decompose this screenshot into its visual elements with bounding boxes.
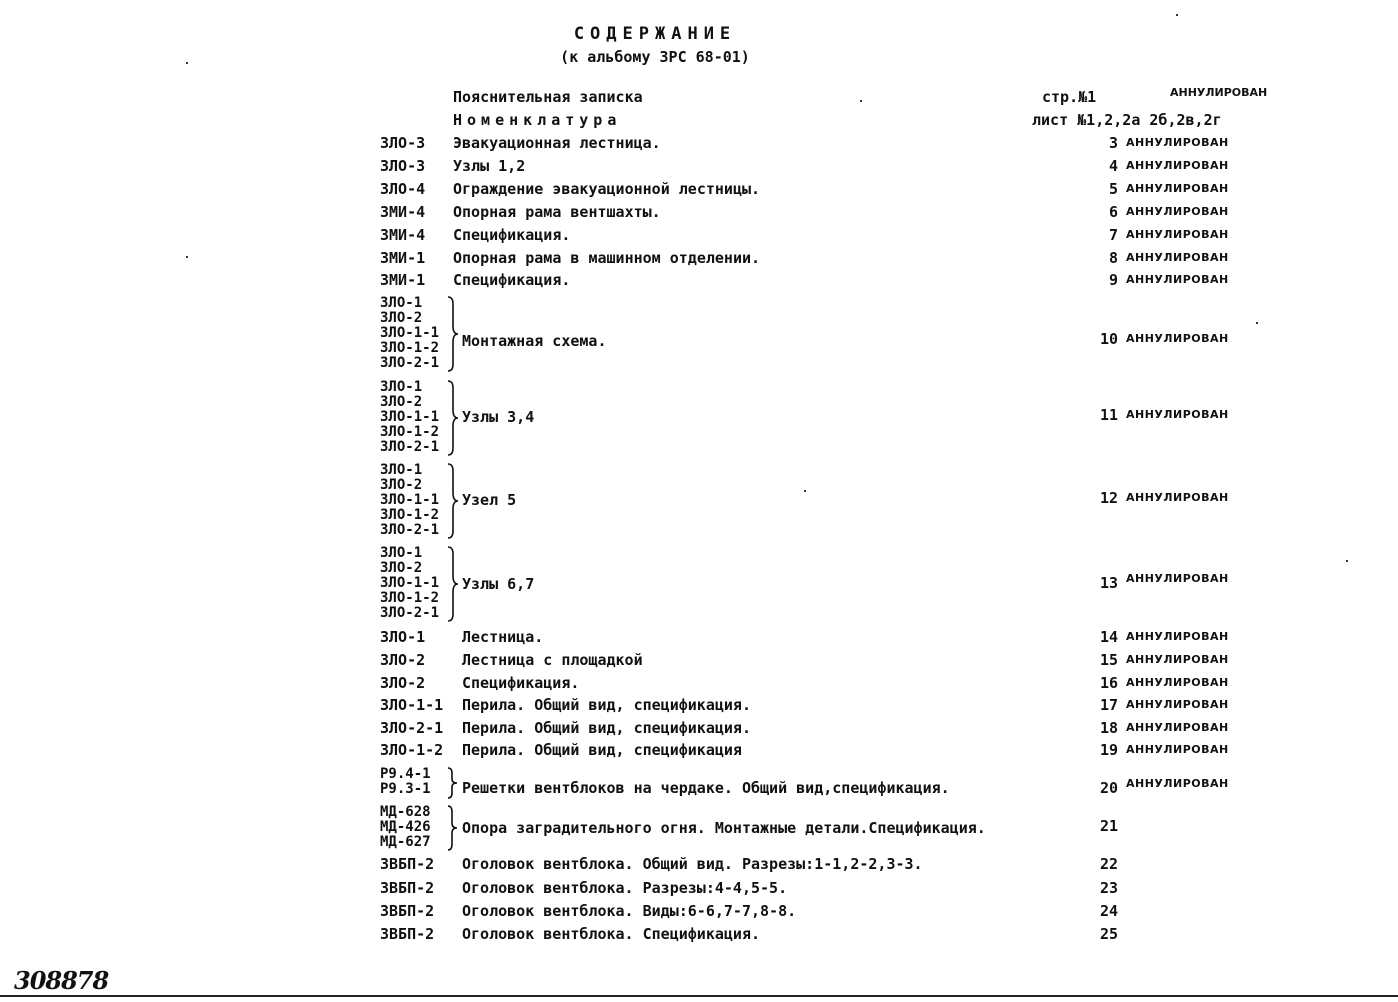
item-annulled-note: АННУЛИРОВАН [1126, 228, 1229, 241]
intro-nomenclature: Номенклатура [453, 111, 622, 129]
scan-speck [186, 62, 188, 64]
group-page: 20 [1099, 779, 1118, 797]
list-item [0, 902, 1398, 922]
item-annulled-note: АННУЛИРОВАН [1126, 205, 1229, 218]
item-title: Лестница с площадкой [462, 651, 643, 669]
item-page: 9 [1108, 271, 1118, 289]
group-code: ЗЛО-1-1 [380, 575, 440, 591]
item-code: ЗЛО-3 [380, 157, 426, 175]
item-code: ЗВБП-2 [380, 855, 435, 873]
item-code: ЗЛО-2-1 [380, 719, 444, 737]
group-code: ЗЛО-2 [380, 560, 423, 576]
group-title: Решетки вентблоков на чердаке. Общий вид,спецификация. [462, 779, 950, 797]
list-item [0, 696, 1398, 716]
group-code: ЗЛО-1-1 [380, 325, 440, 341]
annulled-header-stamp: АННУЛИРОВАН [1170, 86, 1268, 99]
brace-icon [446, 380, 460, 456]
item-code: ЗЛО-1-1 [380, 696, 444, 714]
list-item [0, 855, 1398, 875]
item-page: 5 [1108, 180, 1118, 198]
group-code: ЗЛО-1-1 [380, 409, 440, 425]
item-page: 16 [1099, 674, 1118, 692]
group-annulled-note: АННУЛИРОВАН [1126, 491, 1229, 504]
list-item [0, 249, 1398, 269]
item-page: 25 [1099, 925, 1118, 943]
group-page: 13 [1099, 574, 1118, 592]
group-code: ЗЛО-1-2 [380, 507, 440, 523]
item-annulled-note: АННУЛИРОВАН [1126, 653, 1229, 666]
document-subtitle: (к альбому ЗРС 68-01) [560, 48, 750, 66]
scan-speck [804, 490, 806, 492]
item-code: ЗВБП-2 [380, 925, 435, 943]
list-item [0, 879, 1398, 899]
scan-speck [860, 100, 862, 102]
group-codes [380, 296, 439, 371]
item-code: ЗЛО-4 [380, 180, 426, 198]
group-code: ЗЛО-1 [380, 462, 423, 478]
scan-speck [186, 256, 188, 258]
item-title: Лестница. [462, 628, 544, 646]
group-codes [380, 805, 431, 850]
list-item [0, 180, 1398, 200]
item-code: ЗМИ-4 [380, 226, 426, 244]
list-item [0, 134, 1398, 154]
group-code: ЗЛО-2 [380, 310, 423, 326]
brace-icon [446, 767, 460, 799]
group-code: МД-628 [380, 804, 431, 820]
item-annulled-note: АННУЛИРОВАН [1126, 721, 1229, 734]
group-page: 11 [1099, 406, 1118, 424]
group-title: Опора заградительного огня. Монтажные детали.Спецификация. [462, 819, 986, 837]
group-codes [380, 463, 439, 538]
item-title: Оголовок вентблока. Разрезы:4-4,5-5. [462, 879, 788, 897]
group-codes [380, 546, 439, 621]
item-title: Оголовок вентблока. Общий вид. Разрезы:1-1,2-2,3-3. [462, 855, 923, 873]
item-page: 19 [1099, 741, 1118, 759]
item-page: 14 [1099, 628, 1118, 646]
item-annulled-note: АННУЛИРОВАН [1126, 182, 1229, 195]
item-title: Узлы 1,2 [453, 157, 526, 175]
scan-speck [1346, 560, 1348, 562]
item-code: ЗЛО-2 [380, 674, 426, 692]
item-title: Перила. Общий вид, спецификация. [462, 696, 751, 714]
item-code: ЗМИ-4 [380, 203, 426, 221]
group-code: ЗЛО-1 [380, 379, 423, 395]
group-code: ЗЛО-2-1 [380, 605, 440, 621]
item-page: 4 [1108, 157, 1118, 175]
item-page: 17 [1099, 696, 1118, 714]
group-annulled-note: АННУЛИРОВАН [1126, 332, 1229, 345]
item-code: ЗЛО-3 [380, 134, 426, 152]
item-title: Опорная рама в машинном отделении. [453, 249, 761, 267]
item-page: 24 [1099, 902, 1118, 920]
inventory-stamp-number: 308878 [14, 966, 109, 995]
scan-speck [1256, 322, 1258, 324]
list-item [0, 925, 1398, 945]
item-page: 8 [1108, 249, 1118, 267]
group-code: ЗЛО-1-2 [380, 424, 440, 440]
group-title: Узлы 3,4 [462, 408, 535, 426]
list-item [0, 628, 1398, 648]
list-item [0, 741, 1398, 761]
group-code: ЗЛО-1-1 [380, 492, 440, 508]
scan-speck [1176, 14, 1178, 16]
list-item [0, 157, 1398, 177]
group-title: Узлы 6,7 [462, 575, 535, 593]
group-code: ЗЛО-1-2 [380, 590, 440, 606]
item-annulled-note: АННУЛИРОВАН [1126, 251, 1229, 264]
item-page: 22 [1099, 855, 1118, 873]
brace-icon [446, 805, 460, 851]
item-title: Ограждение эвакуационной лестницы. [453, 180, 761, 198]
brace-icon [446, 296, 460, 372]
item-page: 18 [1099, 719, 1118, 737]
page-column-header: стр.№1 [1042, 88, 1097, 106]
item-annulled-note: АННУЛИРОВАН [1126, 698, 1229, 711]
group-annulled-note: АННУЛИРОВАН [1126, 408, 1229, 421]
list-item [0, 226, 1398, 246]
group-code: МД-426 [380, 819, 431, 835]
group-code: ЗЛО-2-1 [380, 439, 440, 455]
group-page: 12 [1099, 489, 1118, 507]
item-code: ЗВБП-2 [380, 902, 435, 920]
item-title: Оголовок вентблока. Виды:6-6,7-7,8-8. [462, 902, 797, 920]
item-title: Спецификация. [462, 674, 580, 692]
brace-icon [446, 463, 460, 539]
list-item [0, 719, 1398, 739]
item-title: Оголовок вентблока. Спецификация. [462, 925, 761, 943]
group-code: ЗЛО-1-2 [380, 340, 440, 356]
group-page: 21 [1099, 817, 1118, 835]
item-code: ЗЛО-1 [380, 628, 426, 646]
brace-icon [446, 546, 460, 622]
item-page: 23 [1099, 879, 1118, 897]
group-code: ЗЛО-1 [380, 545, 423, 561]
list-item [0, 651, 1398, 671]
group-title: Узел 5 [462, 491, 517, 509]
list-item [0, 271, 1398, 291]
item-title: Перила. Общий вид, спецификация [462, 741, 742, 759]
item-annulled-note: АННУЛИРОВАН [1126, 159, 1229, 172]
group-codes [380, 767, 431, 797]
item-annulled-note: АННУЛИРОВАН [1126, 273, 1229, 286]
item-code: ЗВБП-2 [380, 879, 435, 897]
item-title: Спецификация. [453, 271, 571, 289]
item-annulled-note: АННУЛИРОВАН [1126, 630, 1229, 643]
item-code: ЗМИ-1 [380, 271, 426, 289]
item-page: 7 [1108, 226, 1118, 244]
group-page: 10 [1099, 330, 1118, 348]
sheet-column-header: лист №1,2,2а 2б,2в,2г [1032, 111, 1222, 129]
group-code: Р9.4-1 [380, 766, 431, 782]
item-annulled-note: АННУЛИРОВАН [1126, 136, 1229, 149]
document-title: СОДЕРЖАНИЕ [573, 24, 737, 44]
item-page: 6 [1108, 203, 1118, 221]
item-annulled-note: АННУЛИРОВАН [1126, 743, 1229, 756]
bottom-border-line [0, 995, 1398, 997]
group-annulled-note: АННУЛИРОВАН [1126, 572, 1229, 585]
item-title: Перила. Общий вид, спецификация. [462, 719, 751, 737]
group-code: ЗЛО-2-1 [380, 355, 440, 371]
list-item [0, 674, 1398, 694]
item-code: ЗЛО-2 [380, 651, 426, 669]
group-annulled-note: АННУЛИРОВАН [1126, 777, 1229, 790]
group-code: МД-627 [380, 834, 431, 850]
item-annulled-note: АННУЛИРОВАН [1126, 676, 1229, 689]
list-item [0, 203, 1398, 223]
item-code: ЗМИ-1 [380, 249, 426, 267]
group-code: ЗЛО-2 [380, 477, 423, 493]
group-code: ЗЛО-2 [380, 394, 423, 410]
item-title: Эвакуационная лестница. [453, 134, 661, 152]
group-codes [380, 380, 439, 455]
intro-explanatory-note: Пояснительная записка [453, 88, 643, 106]
group-title: Монтажная схема. [462, 332, 607, 350]
item-page: 3 [1108, 134, 1118, 152]
item-code: ЗЛО-1-2 [380, 741, 444, 759]
item-title: Спецификация. [453, 226, 571, 244]
item-title: Опорная рама вентшахты. [453, 203, 661, 221]
group-code: ЗЛО-2-1 [380, 522, 440, 538]
group-code: Р9.3-1 [380, 781, 431, 797]
group-code: ЗЛО-1 [380, 295, 423, 311]
item-page: 15 [1099, 651, 1118, 669]
